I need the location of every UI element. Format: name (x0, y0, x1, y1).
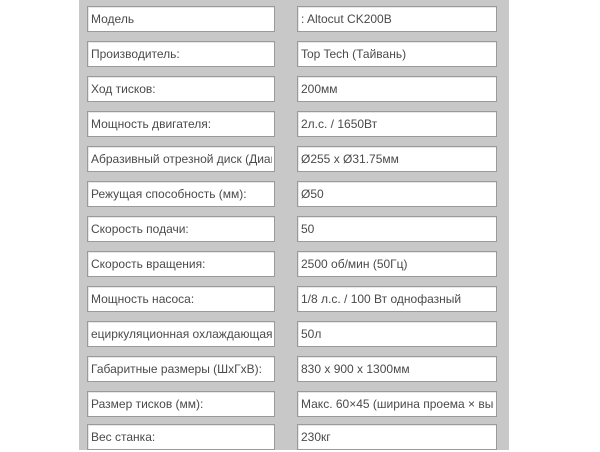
spec-value-field[interactable] (297, 356, 497, 382)
spec-row (79, 286, 509, 314)
spec-label-field[interactable] (87, 424, 275, 450)
spec-row (79, 321, 509, 349)
spec-row (79, 41, 509, 69)
spec-row (79, 391, 509, 419)
spec-value-field[interactable] (297, 424, 497, 450)
spec-value-field[interactable] (297, 181, 497, 207)
spec-value-field[interactable] (297, 111, 497, 137)
spec-label-field[interactable] (87, 146, 275, 172)
spec-label-field[interactable] (87, 6, 275, 32)
spec-value-field[interactable] (297, 251, 497, 277)
spec-label-field[interactable] (87, 391, 275, 417)
spec-label-field[interactable] (87, 76, 275, 102)
spec-value-field[interactable] (297, 76, 497, 102)
spec-value-field[interactable] (297, 146, 497, 172)
spec-value-field[interactable] (297, 391, 497, 417)
spec-label-field[interactable] (87, 356, 275, 382)
spec-label-field[interactable] (87, 181, 275, 207)
spec-value-field[interactable] (297, 6, 497, 32)
spec-row (79, 146, 509, 174)
spec-label-field[interactable] (87, 216, 275, 242)
spec-row (79, 76, 509, 104)
spec-label-field[interactable] (87, 321, 275, 347)
spec-row (79, 251, 509, 279)
spec-label-field[interactable] (87, 286, 275, 312)
spec-value-field[interactable] (297, 286, 497, 312)
spec-row (79, 216, 509, 244)
spec-label-field[interactable] (87, 111, 275, 137)
spec-row (79, 111, 509, 139)
spec-row (79, 424, 509, 452)
spec-row (79, 6, 509, 34)
spec-row (79, 181, 509, 209)
spec-value-field[interactable] (297, 321, 497, 347)
spec-value-field[interactable] (297, 41, 497, 67)
spec-label-field[interactable] (87, 41, 275, 67)
spec-row (79, 356, 509, 384)
spec-label-field[interactable] (87, 251, 275, 277)
spec-value-field[interactable] (297, 216, 497, 242)
spec-table (79, 0, 509, 450)
